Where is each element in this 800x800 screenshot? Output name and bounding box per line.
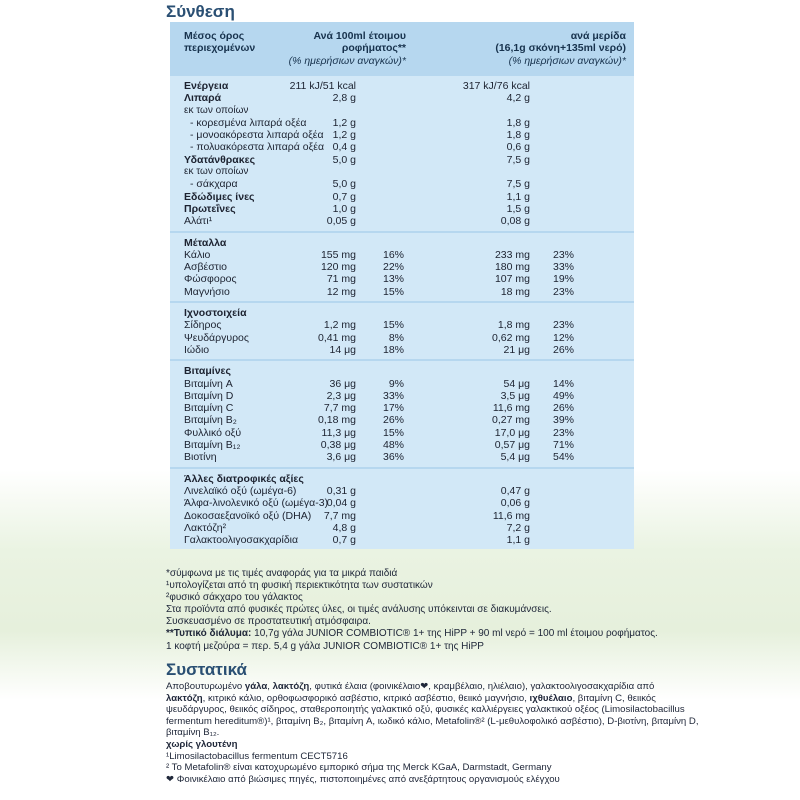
row-label: Μέταλλα (184, 236, 227, 249)
percent-per-100ml: 15% (382, 285, 404, 298)
row-label: Ψευδάργυρος (184, 331, 249, 344)
table-row (170, 141, 634, 153)
percent-per-serving: 54% (552, 451, 574, 464)
ingredient-text: , βιταμίνη C, θειικός (572, 692, 656, 704)
value-per-100ml: 1,0 g (332, 202, 356, 215)
value-per-100ml: 71 mg (326, 273, 356, 286)
row-label: Βιταμίνη B₁₂ (184, 439, 241, 452)
value-per-serving: 21 μg (503, 343, 530, 356)
preparation-line (166, 628, 658, 640)
nutrition-table (170, 22, 634, 549)
header-col3-line1: ανά μερίδα (570, 30, 626, 42)
row-label: Ιχνοστοιχεία (184, 307, 247, 320)
value-per-100ml: 0,41 mg (318, 331, 356, 344)
note-line: ²φυσικό σάκχαρο του γάλακτος (166, 592, 303, 604)
percent-per-serving: 39% (552, 414, 574, 427)
value-per-100ml: 0,04 g (326, 497, 356, 510)
header-col1-line1: Μέσος όρος (184, 30, 245, 42)
percent-per-serving: 12% (552, 331, 574, 344)
table-section (170, 359, 634, 466)
row-label: Βιοτίνη (184, 451, 217, 464)
table-row (170, 273, 634, 285)
percent-per-serving: 19% (552, 273, 574, 286)
value-per-100ml: 0,4 g (332, 141, 356, 154)
table-row (170, 319, 634, 331)
row-label: - σάκχαρα (190, 178, 238, 191)
value-per-serving: 1,1 g (506, 534, 530, 547)
header-col3-sub: (% ημερήσιων αναγκών)* (508, 54, 626, 67)
header-col2-line2: ροφήματος** (341, 42, 406, 55)
row-label: Υδατάνθρακες (184, 153, 256, 166)
percent-per-serving: 23% (552, 285, 574, 298)
table-row (170, 237, 634, 249)
ingredients-line (166, 692, 656, 705)
table-row (170, 344, 634, 356)
allergen-text: λακτόζη (272, 681, 310, 692)
row-label: Άλλες διατροφικές αξίες (184, 472, 304, 485)
value-per-serving: 7,5 g (506, 178, 530, 191)
percent-per-100ml: 15% (382, 426, 404, 439)
value-per-serving: 5,4 μg (500, 451, 530, 464)
ingredients-line (166, 715, 699, 728)
row-label: - μονοακόρεστα λιπαρά οξέα (190, 129, 324, 142)
value-per-100ml: 1,2 mg (323, 319, 356, 332)
value-per-100ml: 36 μg (329, 377, 356, 390)
value-per-100ml: 0,18 mg (318, 414, 356, 427)
footnote: ¹Limosilactobacillus fermentum CECT5716 (166, 750, 348, 762)
value-per-100ml: 5,0 g (332, 153, 356, 166)
value-per-100ml: 2,8 g (332, 92, 356, 105)
notes-block (166, 568, 658, 653)
value-per-serving: 11,6 mg (492, 509, 530, 522)
row-label: Βιταμίνη C (184, 402, 234, 415)
value-per-serving: 1,8 g (506, 129, 530, 142)
row-label: Εδώδιμες ίνες (184, 190, 255, 203)
value-per-serving: 317 kJ/76 kcal (462, 80, 530, 92)
table-row (170, 117, 634, 129)
table-section (170, 231, 634, 301)
row-label: εκ των οποίων (184, 104, 249, 116)
value-per-serving: 3,5 μg (500, 389, 530, 402)
note-line: Στα προϊόντα από φυσικές πρώτες ύλες, οι τιμές ανάλυσης υπόκεινται σε διακυμάνσεις. (166, 604, 552, 616)
row-label: Άλφα-λινολενικό οξύ (ωμέγα-3) (184, 497, 329, 510)
value-per-100ml: 0,38 μg (320, 439, 356, 452)
row-label: Αλάτι¹ (184, 215, 213, 228)
value-per-100ml: 12 mg (326, 285, 356, 298)
row-label: Δοκοσαεξανοϊκό οξύ (DHA) (184, 509, 312, 522)
row-label: Βιταμίνη B₂ (184, 414, 237, 427)
table-row (170, 473, 634, 485)
row-label: Φώσφορος (184, 273, 237, 286)
row-label: Γαλακτοολιγοσακχαρίδια (184, 534, 299, 547)
value-per-serving: 17,0 μg (494, 426, 530, 439)
value-per-100ml: 0,7 g (332, 534, 356, 547)
header-col2-sub: (% ημερήσιων αναγκών)* (288, 54, 406, 67)
value-per-serving: 4,2 g (506, 92, 530, 105)
table-row (170, 332, 634, 344)
ingredient-text: , κιτρικό κάλιο, ορθοφωσφορικό ασβέστιο, κιτρικό ασβέστιο, θειικό μαγνήσιο, (202, 692, 530, 704)
header-col1-line2: περιεχομένων (184, 42, 256, 55)
table-row (170, 178, 634, 190)
table-row (170, 485, 634, 497)
value-per-100ml: 5,0 g (332, 178, 356, 191)
preparation-label: **Τυπικό διάλυμα: (166, 628, 252, 640)
scoop-line: 1 κοφτή μεζούρα = περ. 5,4 g γάλα JUNIOR COMBIOTIC® 1+ της HiPP (166, 640, 484, 652)
row-label: Φυλλικό οξύ (184, 426, 242, 439)
row-label: Πρωτεΐνες (184, 202, 236, 215)
table-row (170, 307, 634, 319)
table-row (170, 439, 634, 451)
value-per-serving: 180 mg (494, 261, 530, 274)
table-row (170, 191, 634, 203)
percent-per-serving: 26% (552, 402, 574, 415)
table-row (170, 427, 634, 439)
table-row (170, 166, 634, 178)
value-per-100ml: 211 kJ/51 kcal (289, 80, 356, 92)
value-per-serving: 7,5 g (506, 153, 530, 166)
table-row (170, 451, 634, 463)
row-label: εκ των οποίων (184, 166, 249, 178)
note-line: ¹υπολογίζεται από τη φυσική περιεκτικότητα των συστατικών (166, 580, 433, 592)
value-per-100ml: 14 μg (329, 343, 356, 356)
row-label: Κάλιο (184, 248, 211, 261)
table-row (170, 203, 634, 215)
row-label: Λακτόζη² (184, 521, 227, 534)
value-per-100ml: 0,31 g (326, 484, 356, 497)
table-row (170, 414, 634, 426)
percent-per-100ml: 17% (382, 402, 404, 415)
value-per-serving: 0,6 g (506, 141, 530, 154)
percent-per-100ml: 9% (388, 377, 404, 390)
ingredients-line (166, 704, 685, 716)
value-per-serving: 1,8 g (506, 116, 530, 129)
value-per-100ml: 0,05 g (326, 215, 356, 228)
allergen-text: γάλα (244, 681, 268, 692)
percent-per-100ml: 33% (382, 389, 404, 402)
header-col2-line1: Ανά 100ml έτοιμου (313, 30, 406, 42)
row-label: Ασβέστιο (184, 261, 228, 274)
table-row (170, 129, 634, 141)
table-row (170, 378, 634, 390)
row-label: - πολυακόρεστα λιπαρά οξέα (190, 141, 325, 154)
table-row (170, 286, 634, 298)
value-per-serving: 11,6 mg (492, 402, 530, 415)
value-per-100ml: 1,2 g (332, 129, 356, 142)
row-label: Ενέργεια (184, 80, 229, 92)
percent-per-100ml: 18% (382, 343, 404, 356)
ingredients-line (166, 681, 655, 693)
percent-per-serving: 33% (552, 261, 574, 274)
table-row (170, 534, 634, 546)
table-section (170, 301, 634, 359)
footnote: ❤ Φοινικέλαιο από βιώσιμες πηγές, πιστοποιημένες από ανεξάρτητους οργανισμούς ελέγχου (166, 773, 560, 785)
table-row (170, 522, 634, 534)
table-row (170, 80, 634, 92)
table-section (170, 467, 634, 550)
table-row (170, 390, 634, 402)
percent-per-serving: 23% (552, 248, 574, 261)
ingredients-block (166, 681, 699, 785)
value-per-100ml: 11,3 μg (321, 426, 356, 439)
percent-per-serving: 23% (552, 426, 574, 439)
note-line: *σύμφωνα με τις τιμές αναφοράς για τα μικρά παιδιά (166, 568, 398, 579)
table-row (170, 402, 634, 414)
value-per-serving: 1,1 g (506, 190, 530, 203)
row-label: Λινελαϊκό οξύ (ωμέγα-6) (184, 484, 297, 497)
table-row (170, 92, 634, 104)
percent-per-100ml: 16% (382, 248, 404, 261)
value-per-serving: 18 mg (500, 285, 530, 298)
value-per-100ml: 120 mg (320, 261, 356, 274)
value-per-serving: 1,8 mg (497, 319, 530, 332)
value-per-100ml: 7,7 mg (323, 509, 356, 522)
ingredient-text: Αποβουτυρωμένο (166, 681, 245, 692)
percent-per-100ml: 48% (382, 439, 404, 452)
percent-per-serving: 49% (552, 389, 574, 402)
value-per-serving: 233 mg (494, 248, 530, 261)
table-header (170, 22, 634, 76)
footnote: ² Το Metafolin® είναι κατοχυρωμένο εμπορικό σήμα της Merck KGaA, Darmstadt, Germany (166, 762, 552, 774)
ingredients-line (166, 727, 636, 739)
value-per-serving: 7,2 g (506, 521, 530, 534)
row-label: Σίδηρος (184, 319, 222, 332)
table-row (170, 261, 634, 273)
percent-per-serving: 23% (552, 319, 574, 332)
table-row (170, 365, 634, 377)
note-line: Συσκευασμένο σε προστατευτική ατμόσφαιρα. (166, 616, 371, 628)
row-label: Βιταμίνη A (184, 377, 233, 390)
preparation-text: 10,7g γάλα JUNIOR COMBIOTIC® 1+ της HiPP + 90 ml νερό = 100 ml έτοιμου ροφήματος. (251, 628, 658, 640)
table-section (170, 76, 634, 231)
percent-per-serving: 14% (552, 377, 574, 390)
percent-per-100ml: 8% (388, 331, 404, 344)
value-per-100ml: 7,7 mg (323, 402, 356, 415)
allergen-text: λακτόζη (166, 692, 203, 704)
value-per-serving: 0,47 g (500, 484, 530, 497)
row-label: Βιταμίνη D (184, 389, 234, 402)
table-row (170, 497, 634, 509)
ingredient-text: fermentum hereditum®)¹, βιταμίνη B₂, βιταμίνη A, ιωδικό κάλιο, Metafolin®² (L-μεθυλοφολικό ασβέστιο), D-βιοτίνη, βιταμίνη D, (166, 715, 699, 727)
row-label: Μαγνήσιο (184, 285, 230, 298)
percent-per-100ml: 36% (382, 451, 404, 464)
header-col3-line2: (16,1g σκόνη+135ml νερό) (495, 42, 626, 55)
row-label: Λιπαρά (184, 92, 222, 105)
value-per-100ml: 0,7 g (332, 190, 356, 203)
row-label: Ιώδιο (184, 343, 210, 356)
allergen-text: ιχθυέλαιο (529, 692, 573, 704)
header-per-serving (416, 30, 626, 67)
percent-per-100ml: 26% (382, 414, 404, 427)
ingredients-title: Συστατικά (166, 660, 247, 679)
value-per-100ml: 3,6 μg (326, 451, 356, 464)
composition-title: Σύνθεση (166, 2, 235, 21)
value-per-serving: 0,62 mg (492, 331, 530, 344)
ingredient-text: , φυτικά έλαια (φοινικέλαιο❤, κραμβέλαιο, ηλιέλαιο), γαλακτοολιγοσακχαρίδια από (309, 681, 655, 692)
value-per-serving: 0,27 mg (492, 414, 530, 427)
table-row (170, 510, 634, 522)
ingredient-text: βιταμίνη B₁₂. (166, 727, 220, 739)
percent-per-100ml: 13% (382, 273, 404, 286)
value-per-100ml: 155 mg (320, 248, 356, 261)
table-row (170, 154, 634, 166)
header-per-100ml (266, 30, 406, 67)
row-label: - κορεσμένα λιπαρά οξέα (190, 116, 307, 129)
percent-per-100ml: 15% (382, 319, 404, 332)
table-row (170, 105, 634, 117)
ingredient-text: ψευδάργυρος, θειικός σίδηρος, σταθεροποιητής γαλακτικό οξύ, φυσικές καλλιέργειες γαλακτικού οξέος (Limosilactobacillus (166, 704, 685, 716)
value-per-serving: 0,08 g (500, 215, 530, 228)
value-per-100ml: 1,2 g (332, 116, 356, 129)
percent-per-100ml: 22% (382, 261, 404, 274)
value-per-100ml: 4,8 g (332, 521, 356, 534)
value-per-serving: 54 μg (503, 377, 530, 390)
value-per-serving: 107 mg (494, 273, 530, 286)
ingredient-text: , (267, 681, 273, 692)
value-per-serving: 1,5 g (506, 202, 530, 215)
value-per-serving: 0,06 g (500, 497, 530, 510)
table-row (170, 215, 634, 227)
percent-per-serving: 71% (552, 439, 574, 452)
table-row (170, 249, 634, 261)
gluten-free-label: χωρίς γλουτένη (166, 738, 238, 750)
value-per-serving: 0,57 μg (494, 439, 530, 452)
value-per-100ml: 2,3 μg (326, 389, 356, 402)
percent-per-serving: 26% (552, 343, 574, 356)
row-label: Βιταμίνες (184, 365, 231, 378)
